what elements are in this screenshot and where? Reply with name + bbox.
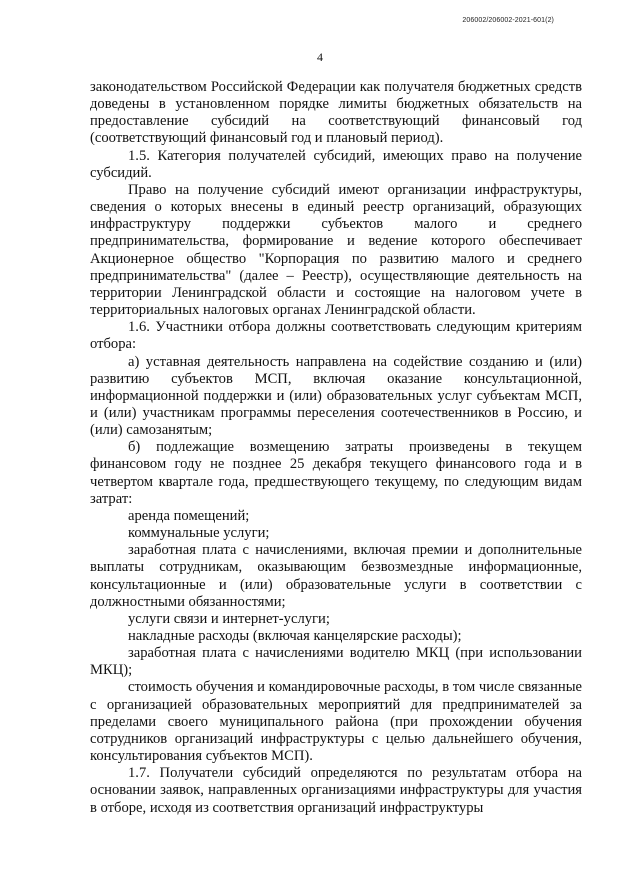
paragraph: коммунальные услуги; bbox=[128, 525, 270, 542]
paragraph: стоимость обучения и командировочные расходы, в том числе связанные с организацией образовательных мероприятий для предпринимателей за пределами своего муниципального района (при прохождении обучения сотрудников организаций инфраструктуры с целью дальнейшего обучения, консультирования субъектов МСП). bbox=[90, 679, 582, 765]
paragraph: аренда помещений; bbox=[128, 507, 250, 524]
document-code: 206002/206002-2021-601(2) bbox=[462, 17, 554, 24]
paragraph: 1.6. Участники отбора должны соответствовать следующим критериям отбора: bbox=[90, 319, 582, 353]
page-number: 4 bbox=[317, 50, 323, 64]
paragraph: заработная плата с начислениями, включая премии и дополнительные выплаты сотрудникам, оказывающим безвозмездные информационные, консультационные и (или) образовательные услуги в соответствии с должностными обязанностями; bbox=[90, 542, 582, 610]
document-body bbox=[90, 79, 582, 817]
paragraph: 1.7. Получатели субсидий определяются по результатам отбора на основании заявок, направленных организациями инфраструктуры для участия в отборе, исходя из соответствия организаций инфраструктуры bbox=[90, 765, 582, 816]
paragraph: Право на получение субсидий имеют организации инфраструктуры, сведения о которых внесены в единый реестр организаций, образующих инфраструктуру поддержки субъектов малого и среднего предпринимательства, формирование и ведение которого обеспечивает Акционерное общество "Корпорация по развитию малого и среднего предпринимательства" (далее – Реестр), осуществляющие деятельность на территории Ленинградской области и состоящие на налоговом учете в территориальных налоговых органах Ленинградской области. bbox=[90, 181, 582, 319]
paragraph: услуги связи и интернет-услуги; bbox=[128, 610, 330, 627]
paragraph: накладные расходы (включая канцелярские расходы); bbox=[128, 628, 462, 644]
paragraph: б) подлежащие возмещению затраты произведены в текущем финансовом году не позднее 25 декабря текущего финансового года и в четвертом квартале года, предшествующего текущему, по следующим видам затрат: bbox=[90, 439, 582, 507]
paragraph: законодательством Российской Федерации как получателя бюджетных средств доведены в установленном порядке лимиты бюджетных обязательств на предоставление субсидий на соответствующий финансовый год (соответствующий финансовый год и плановый период). bbox=[90, 79, 582, 147]
paragraph: а) уставная деятельность направлена на содействие созданию и (или) развитию субъектов МСП, включая оказание консультационной, информационной поддержки и (или) образовательных услуг субъектам МСП, и (или) участникам программы переселения соотечественников в Россию, и (или) самозанятым; bbox=[90, 353, 582, 439]
paragraph: 1.5. Категория получателей субсидий, имеющих право на получение субсидий. bbox=[90, 147, 582, 181]
paragraph: заработная плата с начислениями водителю МКЦ (при использовании МКЦ); bbox=[90, 645, 582, 679]
